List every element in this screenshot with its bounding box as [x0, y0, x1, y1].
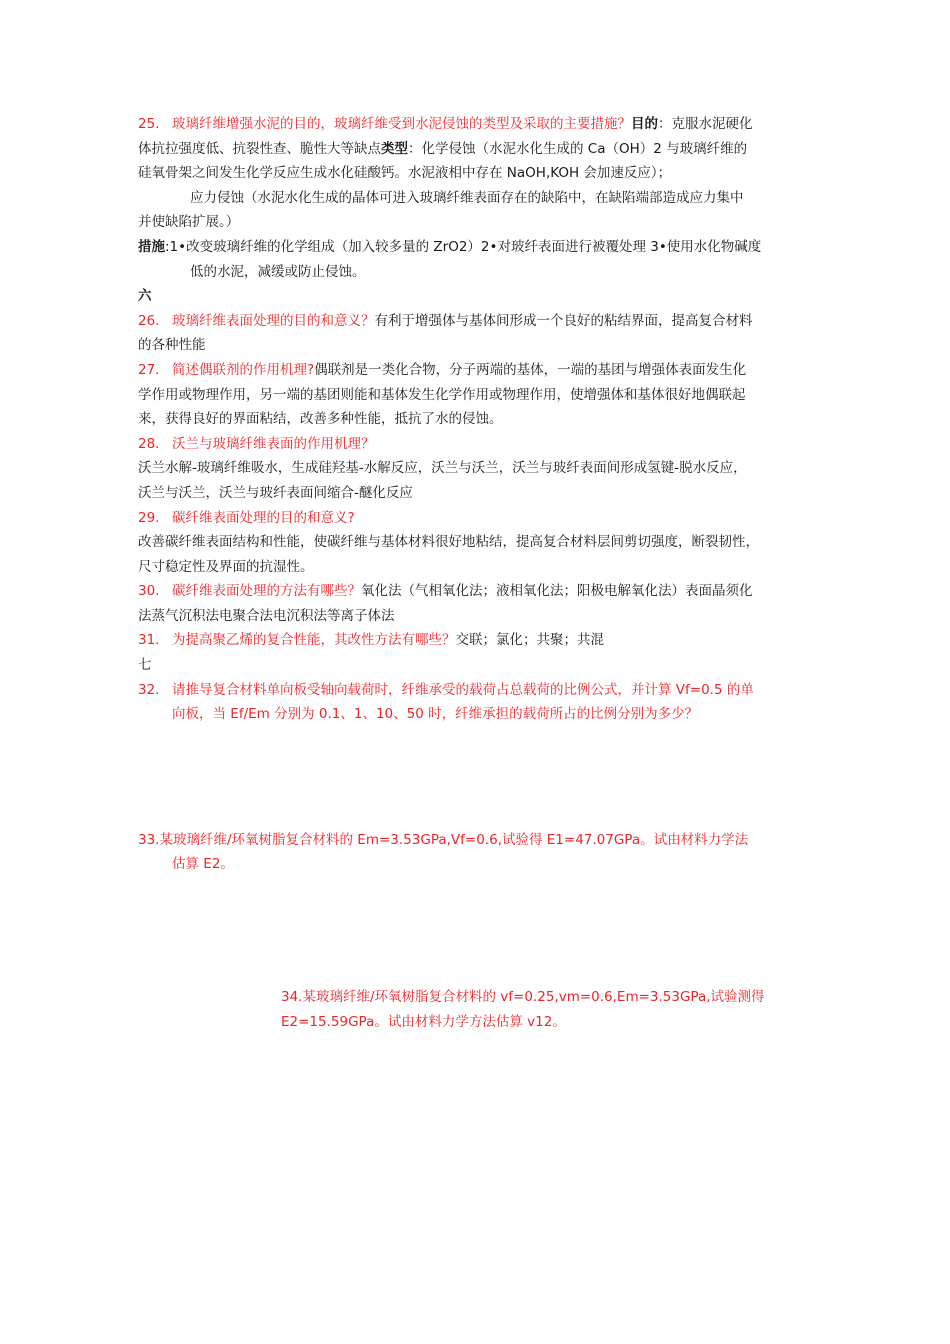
q25-line-2	[138, 137, 818, 162]
q25-purpose-text: ：克服水泥硬化	[658, 116, 753, 132]
q31-number: 31.	[138, 632, 160, 649]
q27-number: 27.	[138, 361, 160, 378]
q25-question: 玻璃纤维增强水泥的目的，玻璃纤维受到水泥侵蚀的类型及采取的主要措施？	[172, 116, 631, 132]
q31-question: 为提高聚乙烯的复合性能，其改性方法有哪些？	[172, 632, 456, 649]
q26-line-1	[138, 309, 818, 334]
q31-answer: 交联；氯化；共聚；共混	[455, 632, 604, 649]
q34-block	[281, 985, 821, 1034]
q33-line-2: 估算 E2。	[172, 856, 234, 873]
q27-answer: 偶联剂是一类化合物，分子两端的基体，一端的基团与增强体表面发生化	[314, 361, 747, 378]
q25-text: :1•改变玻璃纤维的化学组成（加入较多量的 ZrO2）2•对玻纤表面进行被覆处理 3•使用水化物碱度	[165, 238, 762, 255]
q32-line-2: 向板，当 Ef/Em 分别为 0.1、1、10、50 时，纤维承担的载荷所占的比例分别为多少？	[172, 706, 699, 723]
q25-line-3: 硅氧骨架之间发生化学反应生成水化硅酸钙。水泥液相中存在 NaOH,KOH 会加速反应）；	[138, 165, 672, 182]
q32-question: 请推导复合材料单向板受轴向载荷时，纤维承受的载荷占总载荷的比例公式，并计算 Vf=0.5 的单	[172, 681, 754, 698]
q25-measures-label: 措施	[138, 238, 165, 255]
q25-number: 25.	[138, 116, 160, 132]
q25-line-7: 低的水泥，减缓或防止侵蚀。	[190, 263, 366, 280]
q25-purpose-label: 目的	[631, 116, 658, 132]
q28-question: 沃兰与玻璃纤维表面的作用机理？	[172, 435, 375, 452]
q29-line-1	[138, 506, 818, 531]
q25-line-4: 应力侵蚀（水泥水化生成的晶体可进入玻璃纤维表面存在的缺陷中，在缺陷端部造成应力集中	[190, 189, 744, 206]
q30-question: 碳纤维表面处理的方法有哪些？	[172, 583, 361, 600]
q26-line-2: 的各种性能	[138, 337, 206, 354]
q28-line-3: 沃兰与沃兰，沃兰与玻纤表面间缩合-醚化反应	[138, 484, 413, 501]
q25-type-label: 类型	[381, 140, 408, 157]
q31-line-1	[138, 628, 818, 653]
q28-line-2: 沃兰水解-玻璃纤维吸水，生成硅羟基-水解反应，沃兰与沃兰，沃兰与玻纤表面间形成氢键-脱水反应，	[138, 460, 747, 477]
section-heading-6: 六	[138, 288, 152, 305]
q27-line-2: 学作用或物理作用，另一端的基团则能和基体发生化学作用或物理作用，使增强体和基体很好地偶联起	[138, 386, 746, 403]
q27-line-3: 来，获得良好的界面粘结，改善多种性能，抵抗了水的侵蚀。	[138, 411, 503, 428]
q26-number: 26.	[138, 312, 160, 329]
q26-answer: 有利于增强体与基体间形成一个良好的粘结界面，提高复合材料	[374, 312, 753, 329]
q30-number: 30.	[138, 583, 160, 600]
q33-line-1: 33.某玻璃纤维/环氧树脂复合材料的 Em=3.53GPa,Vf=0.6,试验得 E1=47.07GPa。试由材料力学法	[138, 831, 749, 848]
q25-line-1	[138, 112, 818, 137]
section-heading-7: 七	[138, 657, 152, 674]
q30-line-1	[138, 579, 818, 604]
q29-question: 碳纤维表面处理的目的和意义?	[172, 509, 355, 526]
q29-number: 29.	[138, 509, 160, 526]
spacer	[138, 727, 818, 828]
q28-number: 28.	[138, 435, 160, 452]
q25-text: 体抗拉强度低、抗裂性查、脆性大等缺点	[138, 140, 381, 157]
q25-line-6	[138, 235, 818, 260]
q34-line-1: 34.某玻璃纤维/环氧树脂复合材料的 vf=0.25,vm=0.6,Em=3.53GPa,试验测得	[281, 989, 765, 1005]
q27-question: 简述偶联剂的作用机理?	[172, 361, 315, 378]
q25-line-5: 并使缺陷扩展。）	[138, 214, 240, 231]
q30-answer: 氧化法（气相氧化法；液相氧化法；阳极电解氧化法）表面晶须化	[361, 583, 753, 600]
q30-line-2: 法蒸气沉积法电聚合法电沉积法等离子体法	[138, 607, 395, 624]
q25-text: ：化学侵蚀（水泥水化生成的 Ca（OH）2 与玻璃纤维的	[408, 140, 748, 157]
q34-line-2: E2=15.59GPa。试由材料力学方法估算 v12。	[281, 1013, 566, 1030]
q29-line-3: 尺寸稳定性及界面的抗湿性。	[138, 558, 314, 575]
q27-line-1	[138, 358, 818, 383]
q32-number: 32.	[138, 681, 160, 698]
q32-line-1	[138, 678, 818, 703]
document-body	[138, 112, 818, 877]
q29-line-2: 改善碳纤维表面结构和性能，使碳纤维与基体材料很好地粘结，提高复合材料层间剪切强度，断裂韧性，	[138, 534, 759, 551]
q28-line-1	[138, 432, 818, 457]
q26-question: 玻璃纤维表面处理的目的和意义？	[172, 312, 375, 329]
